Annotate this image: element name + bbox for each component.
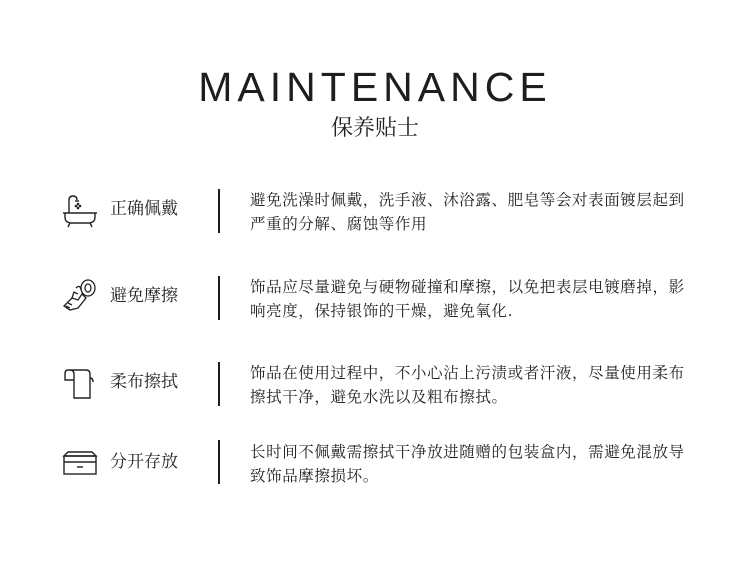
divider: [218, 362, 220, 406]
page-subtitle: 保养贴士: [330, 116, 419, 141]
page-title: MAINTENANCE: [198, 64, 552, 110]
divider: [218, 189, 220, 233]
tip-text: 长时间不佩戴需擦拭干净放进随赠的包装盒内，需避免混放导致饰品摩擦损坏。: [250, 443, 685, 485]
tip-label: 正确佩戴: [110, 199, 178, 219]
storage-box-icon: [60, 444, 100, 484]
tip-label: 避免摩擦: [110, 286, 178, 306]
tip-row-friction: [0, 272, 750, 362]
tip-row-cloth: [0, 358, 750, 448]
tip-text: 饰品在使用过程中，不小心沾上污渍或者汗液，尽量使用柔布擦拭干净，避免水洗以及粗布擦拭。: [250, 364, 685, 406]
divider: [218, 440, 220, 484]
tip-label: 分开存放: [110, 452, 178, 472]
tip-text: 避免洗澡时佩戴，洗手液、沐浴露、肥皂等会对表面镀层起到严重的分解、腐蚀等作用: [250, 191, 685, 233]
tip-text: 饰品应尽量避免与硬物碰撞和摩擦，以免把表层电镀磨掉，影响亮度，保持银饰的干燥，避免氧化.: [250, 278, 685, 320]
tip-label: 柔布擦拭: [110, 372, 178, 392]
soft-cloth-icon: [60, 364, 100, 404]
bathtub-icon: [60, 191, 100, 231]
friction-hand-icon: [60, 276, 100, 316]
tip-row-wear: [0, 185, 750, 275]
divider: [218, 276, 220, 320]
tip-row-storage: [0, 440, 750, 530]
